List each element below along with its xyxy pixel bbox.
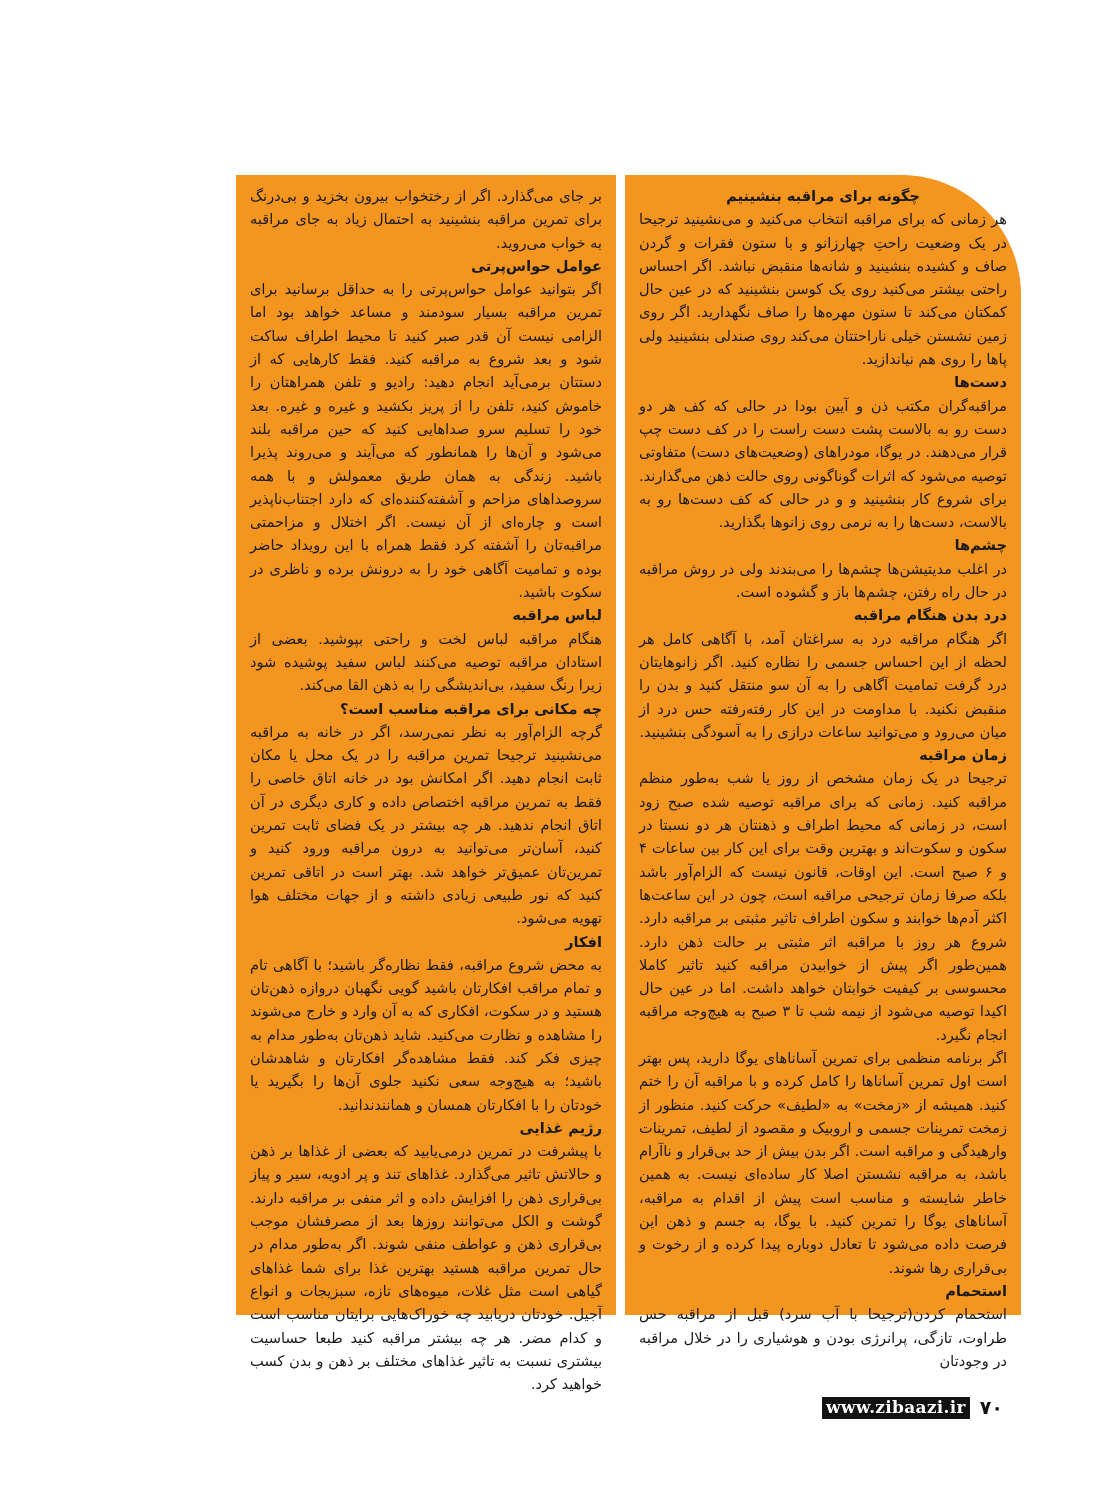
hands-heading: دست‌ها <box>954 374 1007 392</box>
page-number: ۷۰ <box>979 1397 1003 1419</box>
place-paragraph: گرچه الزام‌آور به نظر نمی‌رسد، اگر در خانه به مراقبه می‌نشینید ترجیحا تمرین مراقبه را در یک محل یا مکان ثابت انجام دهید. اگر امکانش بود در خانه اتاق خاصی را فقط به تمرین مراقبه اختصاص داده و کاری دیگری در آن اتاق انجام ندهید. هر چه بیشتر در یک فضای ثابت تمرین کنید، آسان‌تر می‌توانید به درون مراقبه ورود کنید و تمرین‌تان عمیق‌تر خواهد شد. بهتر است در اتاقی تمرین کنید که نور طبیعی زیادی داشته و از جهات مختلف هوا تهویه می‌شود. <box>250 723 602 928</box>
website-url[interactable]: www.zibaazi.ir <box>822 1397 970 1419</box>
bath-paragraph: استحمام کردن(ترجیحا با آب سرد) قبل از مراقبه حس طراوت، تازگی، پرانرژی بودن و هوشیاری را در خلال مراقبه در وجودتان <box>639 1306 1007 1370</box>
left-article-column <box>236 175 616 1394</box>
distractions-heading: عوامل حواس‌پرتی <box>471 257 602 275</box>
continued-paragraph: بر جای می‌گذارد. اگر از رختخواب بیرون بخزید و بی‌درنگ برای تمرین مراقبه بنشینید به احتمال زیاد به جای مراقبه به خواب می‌روید. <box>250 188 602 252</box>
clothing-heading: لباس مراقبه <box>512 607 602 625</box>
eyes-paragraph: در اغلب مدیتیشن‌ها چشم‌ها را می‌بندند ولی در روش مراقبه در حال راه رفتن، چشم‌ها باز و گشوده است. <box>639 560 1007 602</box>
diet-heading: رژیم غذایی <box>519 1119 602 1137</box>
right-article-column <box>625 175 1021 1370</box>
place-heading: چه مکانی برای مراقبه مناسب است؟ <box>340 700 602 718</box>
article-title: چگونه برای مراقبه بنشینیم <box>726 188 920 205</box>
distractions-paragraph: اگر بتوانید عوامل حواس‌پرتی را به حداقل برسانید برای تمرین مراقبه بسیار سودمند و مساعد خواهد بود اما الزامی نیست آن قدر صبر کنید تا محیط اطراف ساکت شود و بعد شروع به مراقبه کنید. فقط کارهایی که از دستتان برمی‌آید انجام دهید: رادیو و تلفن همراهتان را خاموش کنید، تلفن را از پریز بکشید و غیره و غیره. بعد خود را تسلیم سرو صداهایی کنید که حین مراقبه بلند می‌شود و آن‌ها را همانطور که می‌آیند و می‌روند پذیرا باشید. زندگی به همان طریق معمولش و با همه سروصداهای مزاحم و آشفته‌کننده‌ای که دارد اجتناب‌ناپذیر است و چاره‌ای از آن نیست. اگر اختلال و مزاحمتی مراقبه‌تان را آشفته کرد فقط همراه با این رویداد حاضر بوده و تمامیت آگاهی خود را به درونش برده و ناظری در سکوت باشید. <box>250 281 602 602</box>
hands-paragraph: مراقبه‌گران مکتب ذن و آیین بودا در حالی که کف هر دو دست رو به بالاست پشت دست راست را در کف دست چپ قرار می‌دهند. در یوگا، مودراهای (وضعیت‌های دست) متفاوتی توصیه می‌شود که اثرات گوناگونی روی حالت ذهن می‌گذارند. برای شروع کار بنشینید و و در حالی که کف دست‌ها رو به بالاست، دست‌ها را به نرمی روی زانوها بگذارید. <box>639 397 1007 532</box>
thoughts-paragraph: به محض شروع مراقبه، فقط نظاره‌گر باشید؛ با آگاهی تام و تمام مراقب افکارتان باشید گویی نگهبان دروازه ذهن‌تان هستید و در سکوت، افکاری که به آن وارد و خارج می‌شوند را مشاهده و نظارت می‌کنید. شاید ذهن‌تان به‌طور مدام به چیزی فکر کند. فقط مشاهده‌گر افکارتان و شاهدشان باشید؛ به هیچ‌وجه سعی نکنید جلوی آن‌ها را بگیرید یا خودتان را با افکارتان همسان و همانندندانید. <box>250 956 602 1114</box>
pain-paragraph: اگر هنگام مراقبه درد به سراغتان آمد، با آگاهی کامل هر لحظه از این احساس جسمی را نظاره کنید. اگر زانوهایتان درد گرفت تمامیت آگاهی را به آن سو منتقل کنید و بدن را منقبض نکنید. با مداومت در این کار رفته‌رفته حس درد از میان می‌رود و می‌توانید ساعات درازی را به آسودگی بنشینید. <box>639 630 1007 741</box>
bath-heading: استحمام <box>945 1282 1007 1300</box>
diet-paragraph: با پیشرفت در تمرین درمی‌یابید که بعضی از غذاها بر ذهن و حالاتش تاثیر می‌گذارد. غذاهای تند و پر ادویه، سیر و پیاز بی‌قراری ذهن را افزایش داده و اثر منفی بر مراقبه دارند. گوشت و الکل می‌توانند روزها بعد از مصرفشان موجب بی‌قراری ذهن و عواطف منفی شوند. اگر به‌طور مدام در حال تمرین مراقبه هستید بهترین غذا برای شما غذاهای گیاهی است مثل غلات، میوه‌های تازه، سبزیجات و انواع آجیل. خودتان دریابید چه خوراک‌هایی برایتان مناسب است و کدام مضر. هر چه بیشتر مراقبه کنید طبعا حساسیت بیشتری نسبت به تاثیر غذاهای مختلف بر ذهن و بدن کسب خواهید کرد. <box>250 1143 602 1394</box>
time-heading: زمان مراقبه <box>919 747 1007 765</box>
eyes-heading: چشم‌ها <box>954 537 1007 555</box>
pain-heading: درد بدن هنگام مراقبه <box>853 607 1007 625</box>
time-paragraph-2: اگر برنامه منظمی برای تمرین آساناهای یوگا دارید، پس بهتر است اول تمرین آساناها را کامل کرده و با مراقبه آن را ختم کنید. همیشه از «زمخت» به «لطیف» حرکت کنید. منظور از زمخت تمرینات جسمی و اروبیک و مقصود از لطیف، تمرینات وارهیدگی و مراقبه است. اگر بدن بیش از حد بی‌قرار و ناآرام باشد، به مراقبه نشستن اصلا کار ساده‌ای نیست. به همین خاطر شایسته و مناسب است پیش از اقدام به مراقبه، آساناهای یوگا را تمرین کنید. با یوگا، به جسم و ذهن این فرصت داده می‌شود تا تعادل دوباره پیدا کرده و از رخوت و بی‌قراری رها شوند. <box>639 1049 1007 1277</box>
time-paragraph-1: ترجیحا در یک زمان مشخص از روز یا شب به‌طور منظم مراقبه کنید. زمانی که برای مراقبه توصیه شده صبح زود است، در زمانی که محیط اطراف و ذهنتان هر دو نسبتا در سکون و سکوت‌اند و بهترین وقت برای این کار بین ساعات ۴ و ۶ صبح است. این اوقات، قانون نیست که الزام‌آور باشد بلکه صرفا زمان ترجیحی مراقبه است، چون در این ساعت‌ها اکثر آدم‌ها خوابند و سکون اطراف تاثیر مثبتی بر مراقبه دارد. شروع هر روز با مراقبه اثر مثبتی بر حالت ذهن دارد. همین‌طور اگر پیش از خوابیدن مراقبه کنید تاثیر کاملا محسوسی بر کیفیت خوابتان خواهد داشت. اما در عین حال اکیدا توصیه می‌شود از نیمه شب تا ۳ صبح به هیچ‌وجه مراقبه انجام نگیرد. <box>639 770 1007 1044</box>
page-footer <box>822 1396 1003 1420</box>
thoughts-heading: افکار <box>565 933 602 951</box>
intro-paragraph: هر زمانی که برای مراقبه انتخاب می‌کنید و می‌نشینید ترجیحا در یک وضعیت راحتِ چهارزانو و با ستون فقرات و گردن صاف و کشیده بنشینید و شانه‌ها منقبض نباشد. اگر احساس راحتی بیشتر می‌کنید روی یک کوسن بنشینید که در عین حال کمکتان می‌کند تا ستون مهره‌ها را صاف نگهدارید. اگر روی زمین نشستن خیلی ناراحتتان می‌کند روی صندلی بنشینید ولی پاها را روی هم نیاندازید. <box>639 211 1007 369</box>
clothing-paragraph: هنگام مراقبه لباس لخت و راحتی بپوشید. بعضی از استادان مراقبه توصیه می‌کنند لباس سفید پوشیده شود زیرا رنگ سفید، بی‌اندیشگی را به ذهن القا می‌کند. <box>250 630 602 695</box>
